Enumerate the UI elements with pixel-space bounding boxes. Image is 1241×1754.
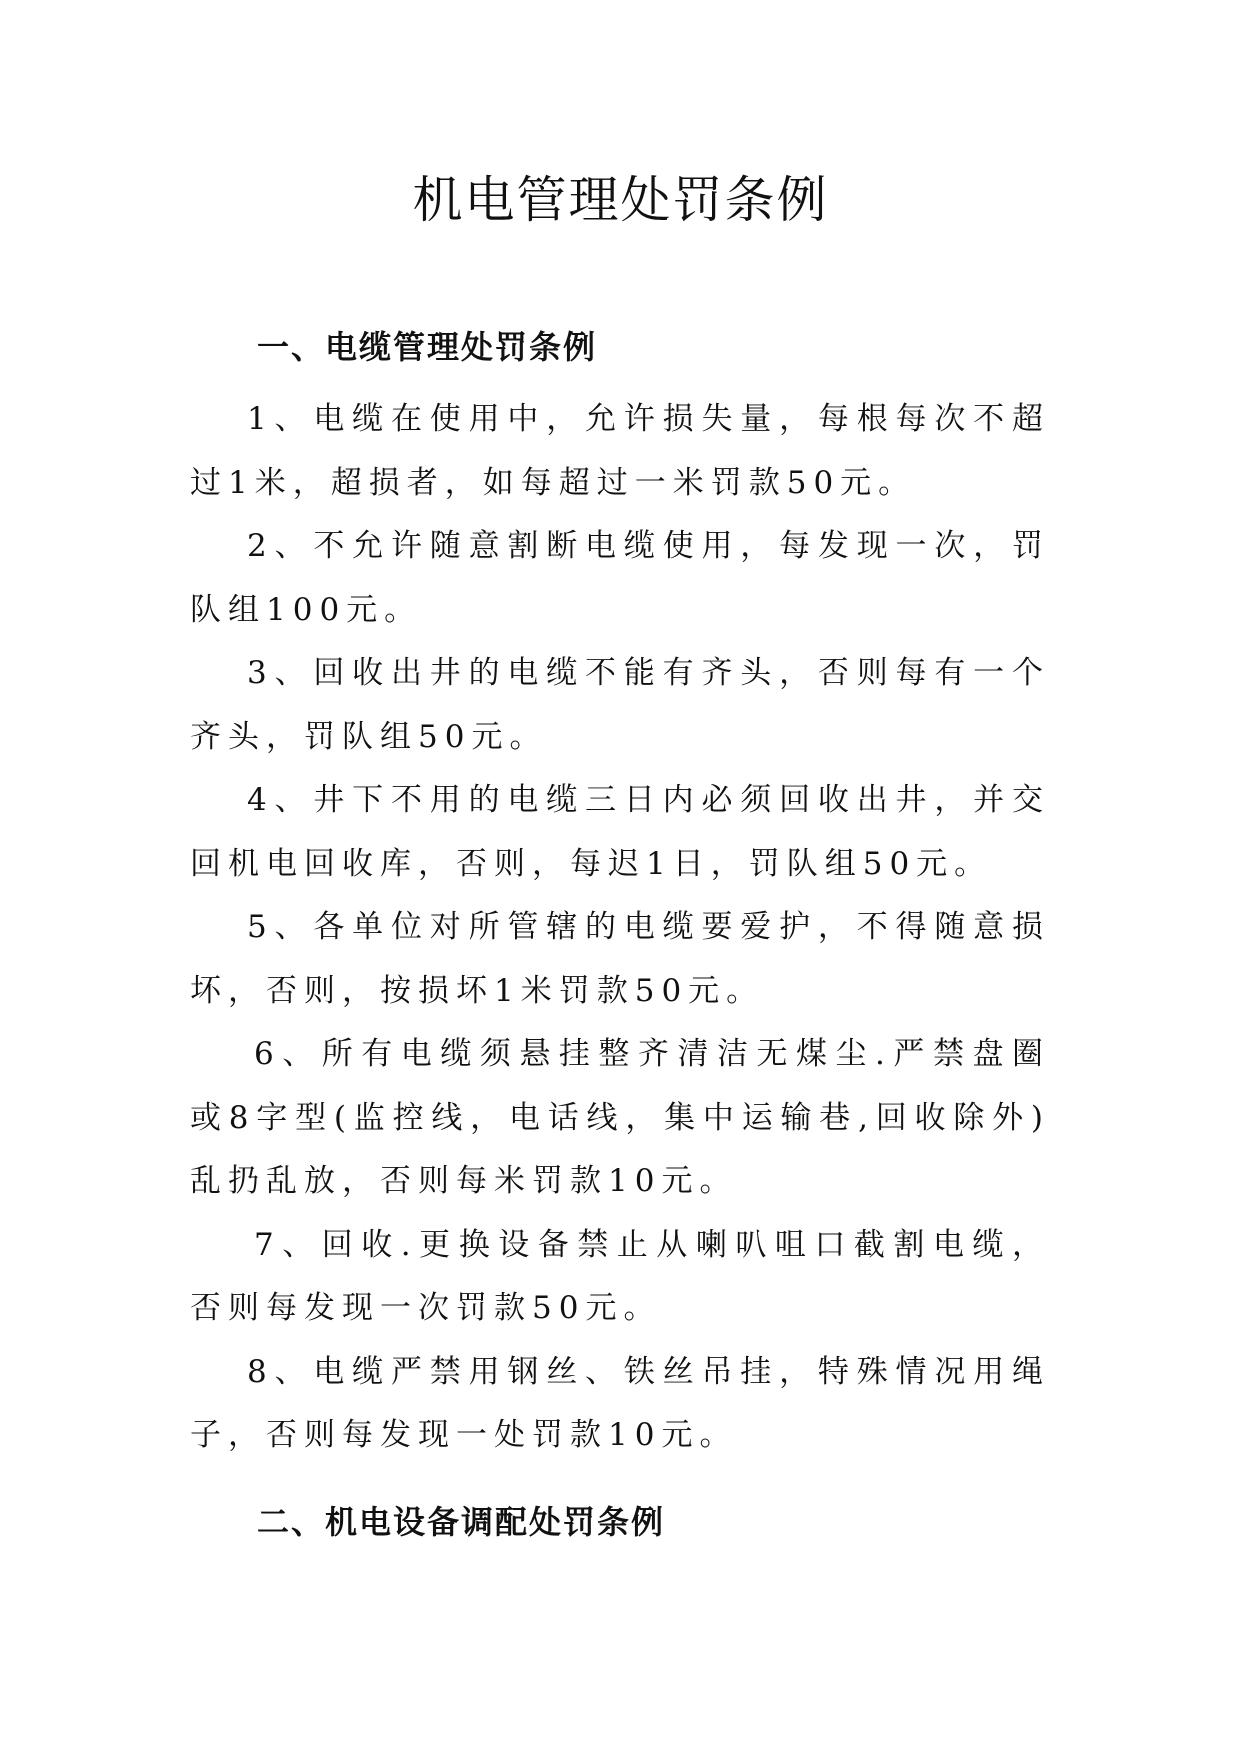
section-heading-equipment: 二、机电设备调配处罚条例 bbox=[257, 1503, 666, 1541]
clause-7: 7、回收.更换设备禁止从喇叭咀口截割电缆，否则每发现一次罚款50元。 bbox=[190, 1226, 1050, 1326]
clause-3: 3、回收出井的电缆不能有齐头，否则每有一个齐头，罚队组50元。 bbox=[190, 655, 1050, 755]
clause-4: 4、井下不用的电缆三日内必须回收出井，并交回机电回收库，否则，每迟1日，罚队组50元。 bbox=[190, 782, 1050, 882]
cable-clauses bbox=[190, 388, 1050, 1468]
document-title: 机电管理处罚条例 bbox=[412, 171, 829, 229]
clause-6: 6、所有电缆须悬挂整齐清洁无煤尘.严禁盘圈或8字型(监控线，电话线，集中运输巷,回收除外)乱扔乱放，否则每米罚款10元。 bbox=[190, 1036, 1050, 1199]
section-heading-cable: 一、电缆管理处罚条例 bbox=[257, 328, 598, 366]
clause-8: 8、电缆严禁用钢丝、铁丝吊挂，特殊情况用绳子，否则每发现一处罚款10元。 bbox=[190, 1353, 1050, 1453]
clause-2: 2、不允许随意割断电缆使用，每发现一次，罚队组100元。 bbox=[190, 528, 1050, 628]
clause-5: 5、各单位对所管辖的电缆要爱护，不得随意损坏，否则，按损坏1米罚款50元。 bbox=[190, 909, 1050, 1009]
clause-1: 1、电缆在使用中，允许损失量，每根每次不超过1米，超损者，如每超过一米罚款50元。 bbox=[190, 401, 1050, 501]
